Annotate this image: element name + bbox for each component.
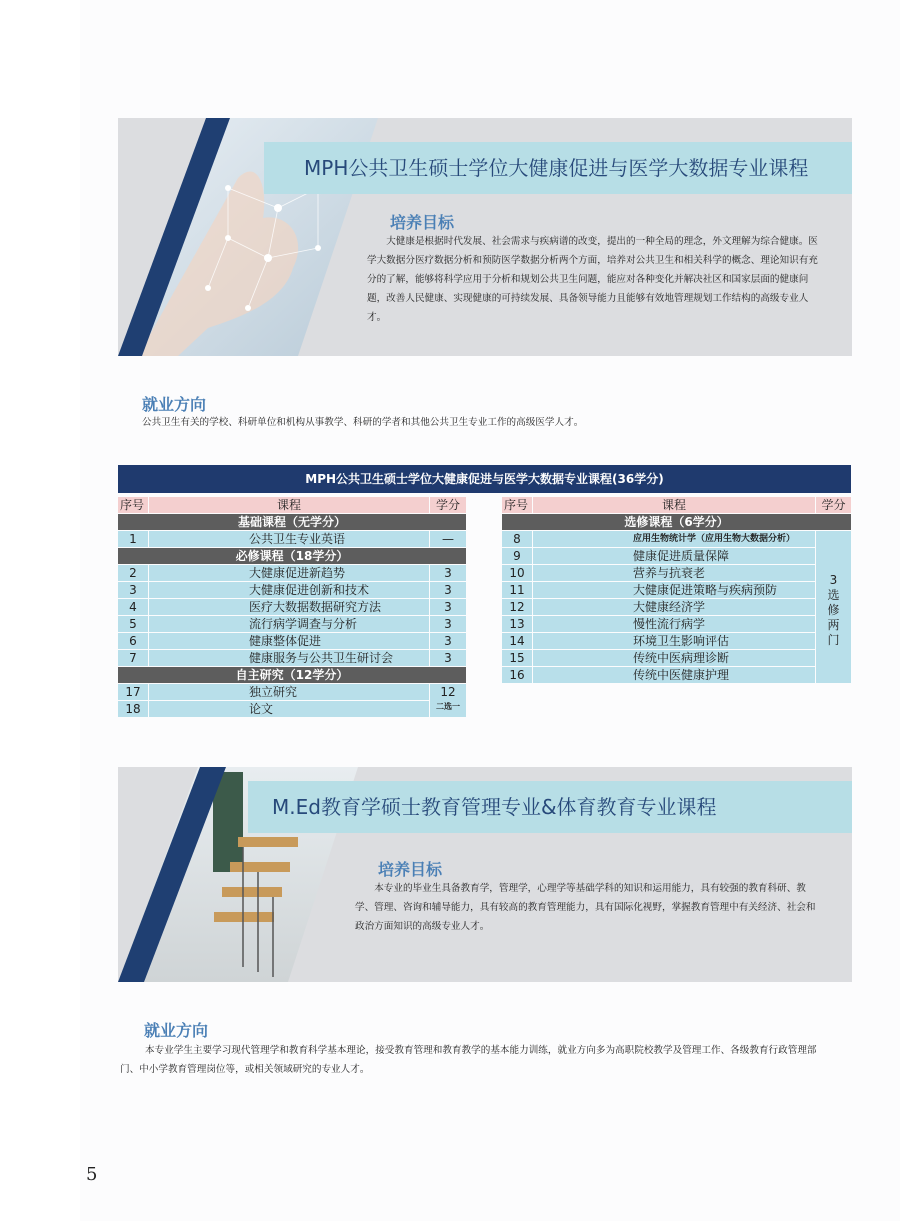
table-row: 18 论文 <box>118 701 430 717</box>
table-row: 14 环境卫生影响评估 <box>502 633 815 649</box>
med-banner <box>118 767 852 982</box>
table-row: 5 流行病学调查与分析 3 <box>118 616 466 632</box>
mph-title-band <box>264 142 852 194</box>
table-row: 16 传统中医健康护理 <box>502 667 815 683</box>
med-goal-text: 本专业的毕业生具备教育学，管理学，心理学等基础学科的知识和运用能力，具有较强的教育科研、教学、管理、咨询和辅导能力，具有较高的教育管理能力，具有国际化视野，掌握教育管理中有关经济、社会和政治方面知识的高级专业人才。 <box>355 883 816 932</box>
elective-credit-cell <box>816 531 851 683</box>
table-row: 8 应用生物统计学（应用生物大数据分析） <box>502 531 815 547</box>
course-table-title: MPH公共卫生硕士学位大健康促进与医学大数据专业课程(36学分) <box>118 465 851 493</box>
research-section-title: 自主研究（12学分） <box>118 667 466 683</box>
basic-section-title: 基础课程（无学分） <box>118 514 466 530</box>
elective-credit-note-4: 门 <box>827 633 840 647</box>
med-title-band <box>248 781 852 833</box>
table-row: 15 传统中医病理诊断 <box>502 650 815 666</box>
navy-diagonal-stripe <box>118 767 238 982</box>
table-row: 4 医疗大数据数据研究方法 3 <box>118 599 466 615</box>
course-table-right <box>502 497 851 687</box>
research-credit-cell <box>430 684 466 717</box>
elective-credit-note-3: 两 <box>827 618 840 632</box>
table-row: 3 大健康促进创新和技术 3 <box>118 582 466 598</box>
page-number: 5 <box>86 1164 98 1185</box>
elective-credit-note-1: 选 <box>827 588 840 602</box>
table-row: 6 健康整体促进 3 <box>118 633 466 649</box>
required-section-title: 必修课程（18学分） <box>118 548 466 564</box>
mph-banner <box>118 118 852 356</box>
course-table-left <box>118 497 466 719</box>
table-header-row: 序号 课程 学分 <box>502 497 851 513</box>
navy-diagonal-stripe <box>118 118 238 356</box>
table-row: 17 独立研究 <box>118 684 430 700</box>
header-credit: 学分 <box>430 497 466 513</box>
table-row: 12 大健康经济学 <box>502 599 815 615</box>
mph-goal-text: 大健康是根据时代发展、社会需求与疾病谱的改变，提出的一种全局的理念，外文理解为综合健康。医学大数据分医疗数据分析和预防医学数据分析两个方面，培养对公共卫生和相关科学的概念、理论知识有充分的了解，能够将科学应用于分析和规划公共卫生问题，能应对各种变化并解决社区和国家层面的健康问题，改善人民健康、实现健康的可持续发展、具备领导能力且能够有效地管理规划工作结构的高级专业人才。 <box>367 236 818 323</box>
table-row: 10 营养与抗衰老 <box>502 565 815 581</box>
med-goal-title: 培养目标 <box>378 860 443 879</box>
table-row: 11 大健康促进策略与疾病预防 <box>502 582 815 598</box>
header-no: 序号 <box>118 497 148 513</box>
table-row: 2 大健康促进新趋势 3 <box>118 565 466 581</box>
table-row: 13 慢性流行病学 <box>502 616 815 632</box>
research-credit-note: 二选一 <box>436 702 460 711</box>
header-course: 课程 <box>149 497 429 513</box>
table-header-row <box>118 497 466 513</box>
elective-section-title: 选修课程（6学分） <box>502 514 851 530</box>
elective-credit: 3 <box>829 573 838 587</box>
research-credit: 12 <box>440 685 456 699</box>
med-career-text: 本专业学生主要学习现代管理学和教育科学基本理论，接受教育管理和教育教学的基本能力训练，就业方向多为高职院校教学及管理工作、各级教育行政管理部门、中小学教育管理岗位等，或相关领域研究的专业人才。 <box>120 1045 817 1075</box>
med-banner-title: M.Ed教育学硕士教育管理专业&体育教育专业课程 <box>272 795 717 819</box>
table-row: 7 健康服务与公共卫生研讨会 3 <box>118 650 466 666</box>
med-career-title: 就业方向 <box>144 1021 209 1040</box>
mph-career-text: 公共卫生有关的学校、科研单位和机构从事教学、科研的学者和其他公共卫生专业工作的高级医学人才。 <box>142 417 584 428</box>
mph-goal-title: 培养目标 <box>390 213 455 232</box>
mph-banner-title: MPH公共卫生硕士学位大健康促进与医学大数据专业课程 <box>304 156 809 180</box>
table-row: 1 公共卫生专业英语 — <box>118 531 466 547</box>
table-row: 9 健康促进质量保障 <box>502 548 815 564</box>
elective-credit-note-2: 修 <box>827 603 840 617</box>
mph-career-title: 就业方向 <box>142 395 207 414</box>
